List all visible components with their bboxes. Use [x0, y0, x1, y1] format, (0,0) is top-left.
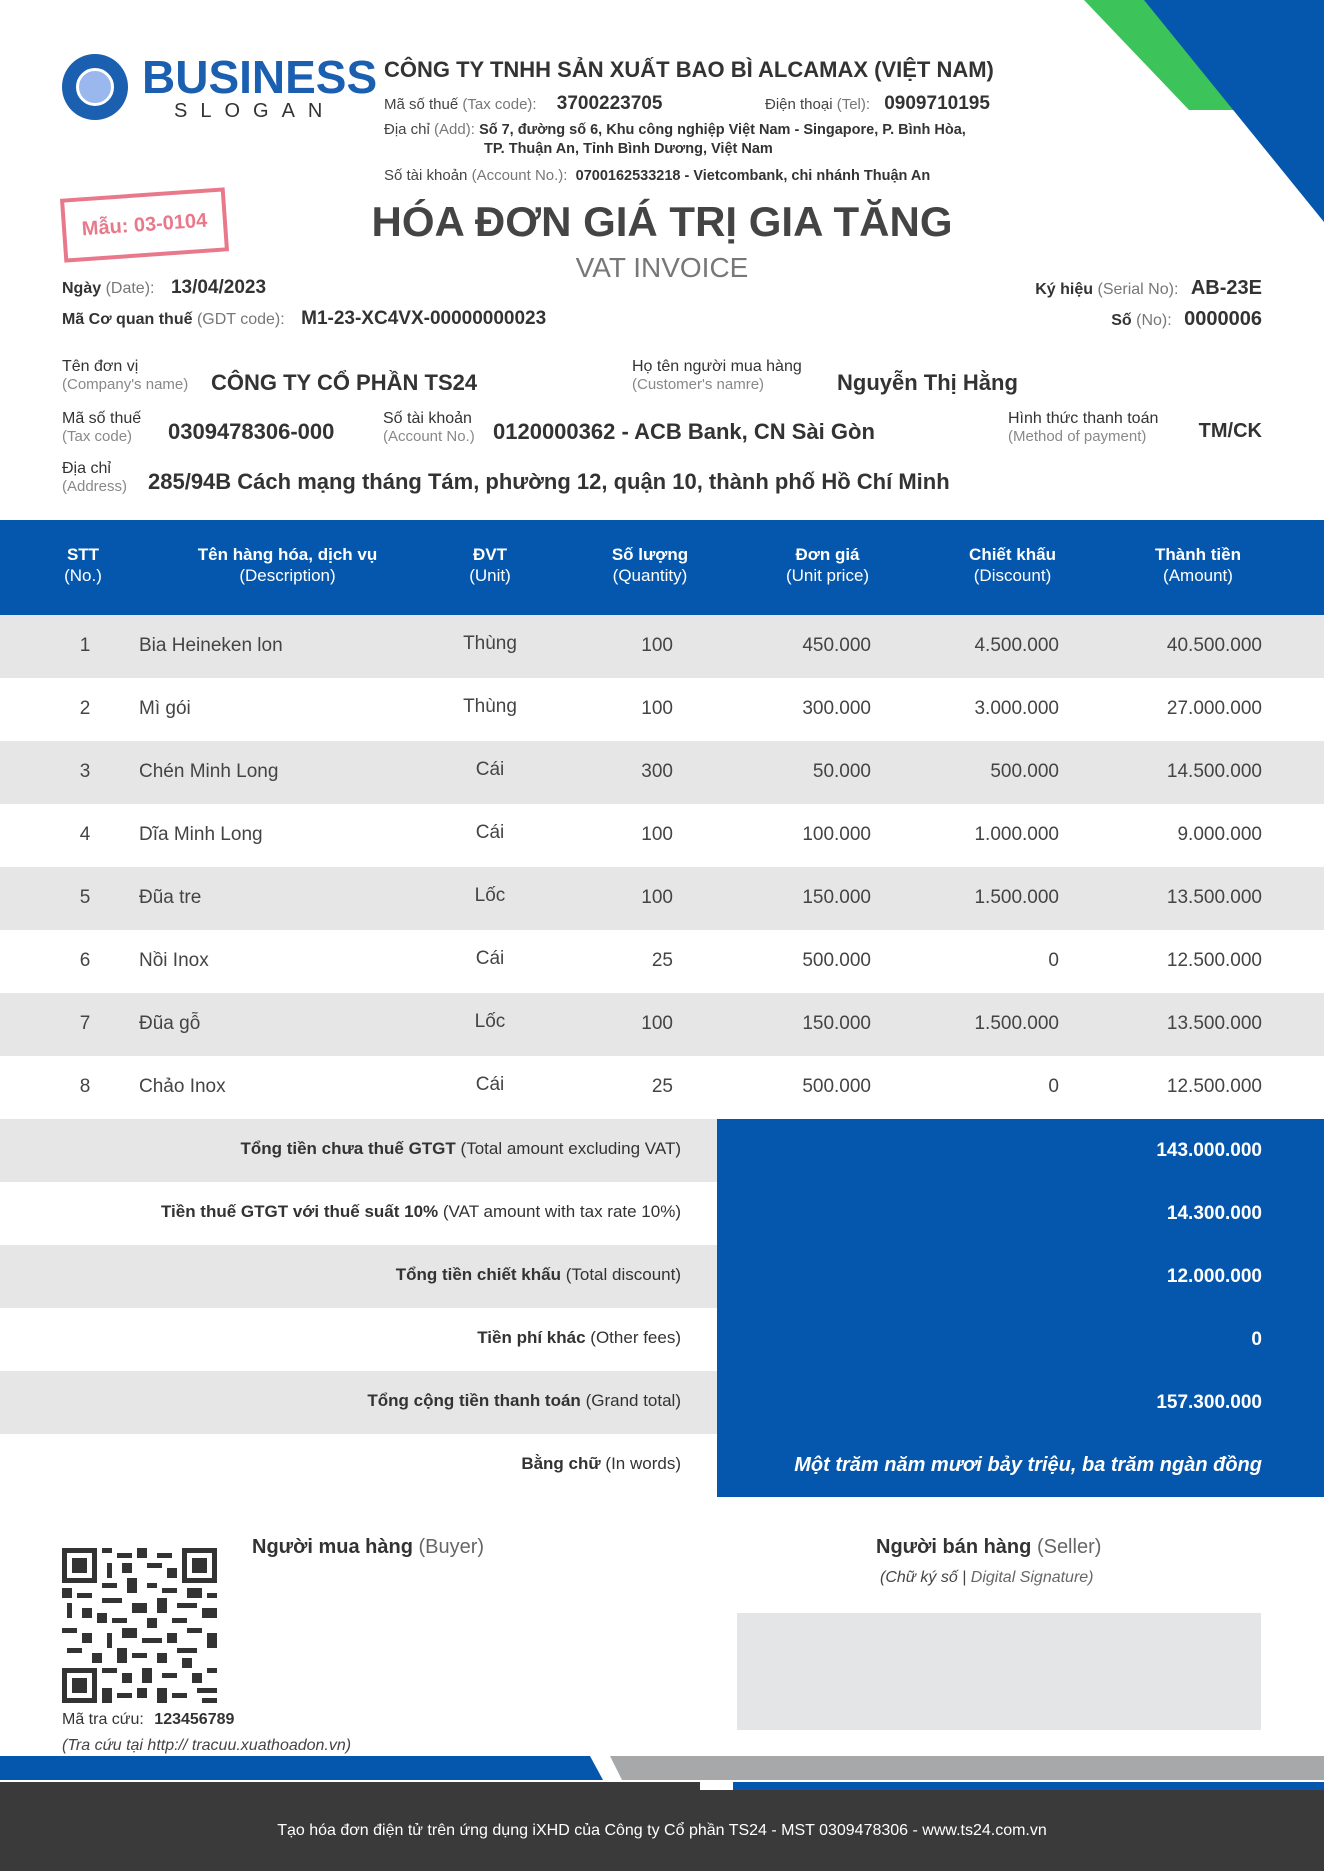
seller-signature-box [737, 1613, 1261, 1730]
buyer-customer: Nguyễn Thị Hằng [837, 370, 1018, 395]
buyer-tax-code: 0309478306-000 [168, 419, 335, 444]
summary-subtotal: Tổng tiền chưa thuế GTGT (Total amount excluding VAT) [0, 1119, 717, 1182]
col-discount: Chiết khấu (Discount) [969, 545, 1056, 585]
seller-address: Địa chỉ (Add): Số 7, đường số 6, Khu công nghiệp Việt Nam - Singapore, P. Bình Hòa, [384, 121, 966, 138]
table-row: 6 Nồi Inox Cái 25 500.000 0 12.500.000 [79, 948, 1262, 971]
buyer-account: 0120000362 - ACB Bank, CN Sài Gòn [493, 419, 875, 444]
logo-slogan: SLOGAN [174, 100, 336, 122]
seller-tax: Mã số thuế (Tax code): 3700223705 [384, 93, 663, 114]
invoice-date: Ngày (Date): 13/04/2023 [62, 277, 267, 298]
seller-address-line2: TP. Thuận An, Tỉnh Bình Dương, Việt Nam [484, 141, 773, 157]
logo-mark [62, 54, 128, 120]
invoice-number: Số (No): 0000006 [1111, 308, 1262, 330]
seller-name: CÔNG TY TNHH SẢN XUẤT BAO BÌ ALCAMAX (VIỆT NAM) [384, 57, 994, 82]
summary-other-fees: Tiền phí khác (Other fees) [477, 1328, 681, 1347]
col-unit: ĐVT (Unit) [469, 545, 511, 585]
seller-account: Số tài khoản (Account No.): 0700162533218 - Vietcombank, chi nhánh Thuận An [384, 167, 931, 184]
footer: Tạo hóa đơn điện tử trên ứng dụng iXHD của Công ty Cổ phần TS24 - MST 0309478306 - www.ts24.com.vn [0, 1790, 1324, 1871]
company-logo [62, 51, 378, 122]
items-table-header [0, 520, 1324, 615]
summary-in-words-value: Một trăm năm mươi bảy triệu, ba trăm ngàn đồng [794, 1454, 1262, 1476]
lookup-code: Mã tra cứu: 123456789 [62, 1711, 235, 1728]
summary-grand-total: Tổng cộng tiền thanh toán (Grand total) [0, 1371, 717, 1434]
table-row: 4 Dĩa Minh Long Cái 100 100.000 1.000.000 9.000.000 [79, 822, 1262, 845]
buyer-payment-method: TM/CK [1198, 420, 1262, 442]
summary-values-panel [717, 1119, 1324, 1497]
col-no: STT (No.) [64, 545, 102, 585]
seller-signature-label: Người bán hàng (Seller) [876, 1536, 1102, 1558]
summary-subtotal-value: 143.000.000 [1156, 1140, 1262, 1161]
qr-code-icon [62, 1548, 217, 1703]
summary-in-words: Bằng chữ (In words) [521, 1454, 681, 1473]
footer-stripes [0, 1756, 1324, 1790]
col-quantity: Số lượng (Quantity) [611, 545, 689, 585]
seller-tel: Điện thoại (Tel): 0909710195 [765, 93, 990, 114]
table-row: 8 Chảo Inox Cái 25 500.000 0 12.500.000 [79, 1074, 1262, 1097]
col-amount: Thành tiền (Amount) [1155, 545, 1241, 585]
buyer-company: CÔNG TY CỔ PHẦN TS24 [211, 370, 478, 395]
table-row: 5 Đũa tre Lốc 100 150.000 1.500.000 13.500.000 [0, 867, 1324, 930]
buyer-customer-label: Họ tên người mua hàng (Customer's namre) [632, 358, 802, 393]
buyer-address: 285/94B Cách mạng tháng Tám, phường 12, quận 10, thành phố Hồ Chí Minh [148, 469, 950, 494]
buyer-tax-label: Mã số thuế (Tax code) [62, 410, 142, 445]
buyer-address-label: Địa chỉ (Address) [62, 460, 128, 495]
logo-name: BUSINESS [142, 51, 378, 103]
summary-discount-value: 12.000.000 [1166, 1266, 1262, 1287]
invoice-title: HÓA ĐƠN GIÁ TRỊ GIA TĂNG [371, 198, 953, 245]
invoice-subtitle: VAT INVOICE [575, 252, 749, 283]
seller-tax-code: 3700223705 [556, 93, 663, 114]
buyer-signature-label: Người mua hàng (Buyer) [252, 1536, 485, 1558]
summary-discount: Tổng tiền chiết khấu (Total discount) [0, 1245, 717, 1308]
form-stamp: Mẫu: 03-0104 [60, 187, 229, 262]
summary-grand-total-value: 157.300.000 [1156, 1392, 1262, 1413]
summary-vat-value: 14.300.000 [1166, 1203, 1262, 1224]
seller-phone: 0909710195 [884, 93, 990, 114]
summary-other-fees-value: 0 [1251, 1329, 1262, 1350]
buyer-payment-label: Hình thức thanh toán (Method of payment) [1008, 410, 1159, 445]
table-row: 2 Mì gói Thùng 100 300.000 3.000.000 27.000.000 [79, 696, 1262, 719]
lookup-link[interactable]: (Tra cứu tại http:// tracuu.xuathoadon.vn) [62, 1737, 352, 1754]
digital-signature-note: (Chữ ký số | Digital Signature) [880, 1569, 1094, 1586]
buyer-account-label: Số tài khoản (Account No.) [383, 410, 475, 445]
col-description: Tên hàng hóa, dịch vụ (Description) [197, 545, 378, 585]
summary-vat: Tiền thuế GTGT với thuế suất 10% (VAT amount with tax rate 10%) [160, 1202, 681, 1221]
corner-decoration [1024, 0, 1324, 230]
col-unit-price: Đơn giá (Unit price) [785, 545, 870, 585]
invoice-serial: Ký hiệu (Serial No): AB-23E [1035, 277, 1262, 299]
invoice-gdt: Mã Cơ quan thuế (GDT code): M1-23-XC4VX-00000000023 [62, 308, 547, 329]
buyer-company-label: Tên đơn vị (Company's name) [62, 358, 189, 393]
table-row: 1 Bia Heineken lon Thùng 100 450.000 4.500.000 40.500.000 [0, 615, 1324, 678]
table-row: 3 Chén Minh Long Cái 300 50.000 500.000 14.500.000 [0, 741, 1324, 804]
table-row: 7 Đũa gỗ Lốc 100 150.000 1.500.000 13.500.000 [0, 993, 1324, 1056]
